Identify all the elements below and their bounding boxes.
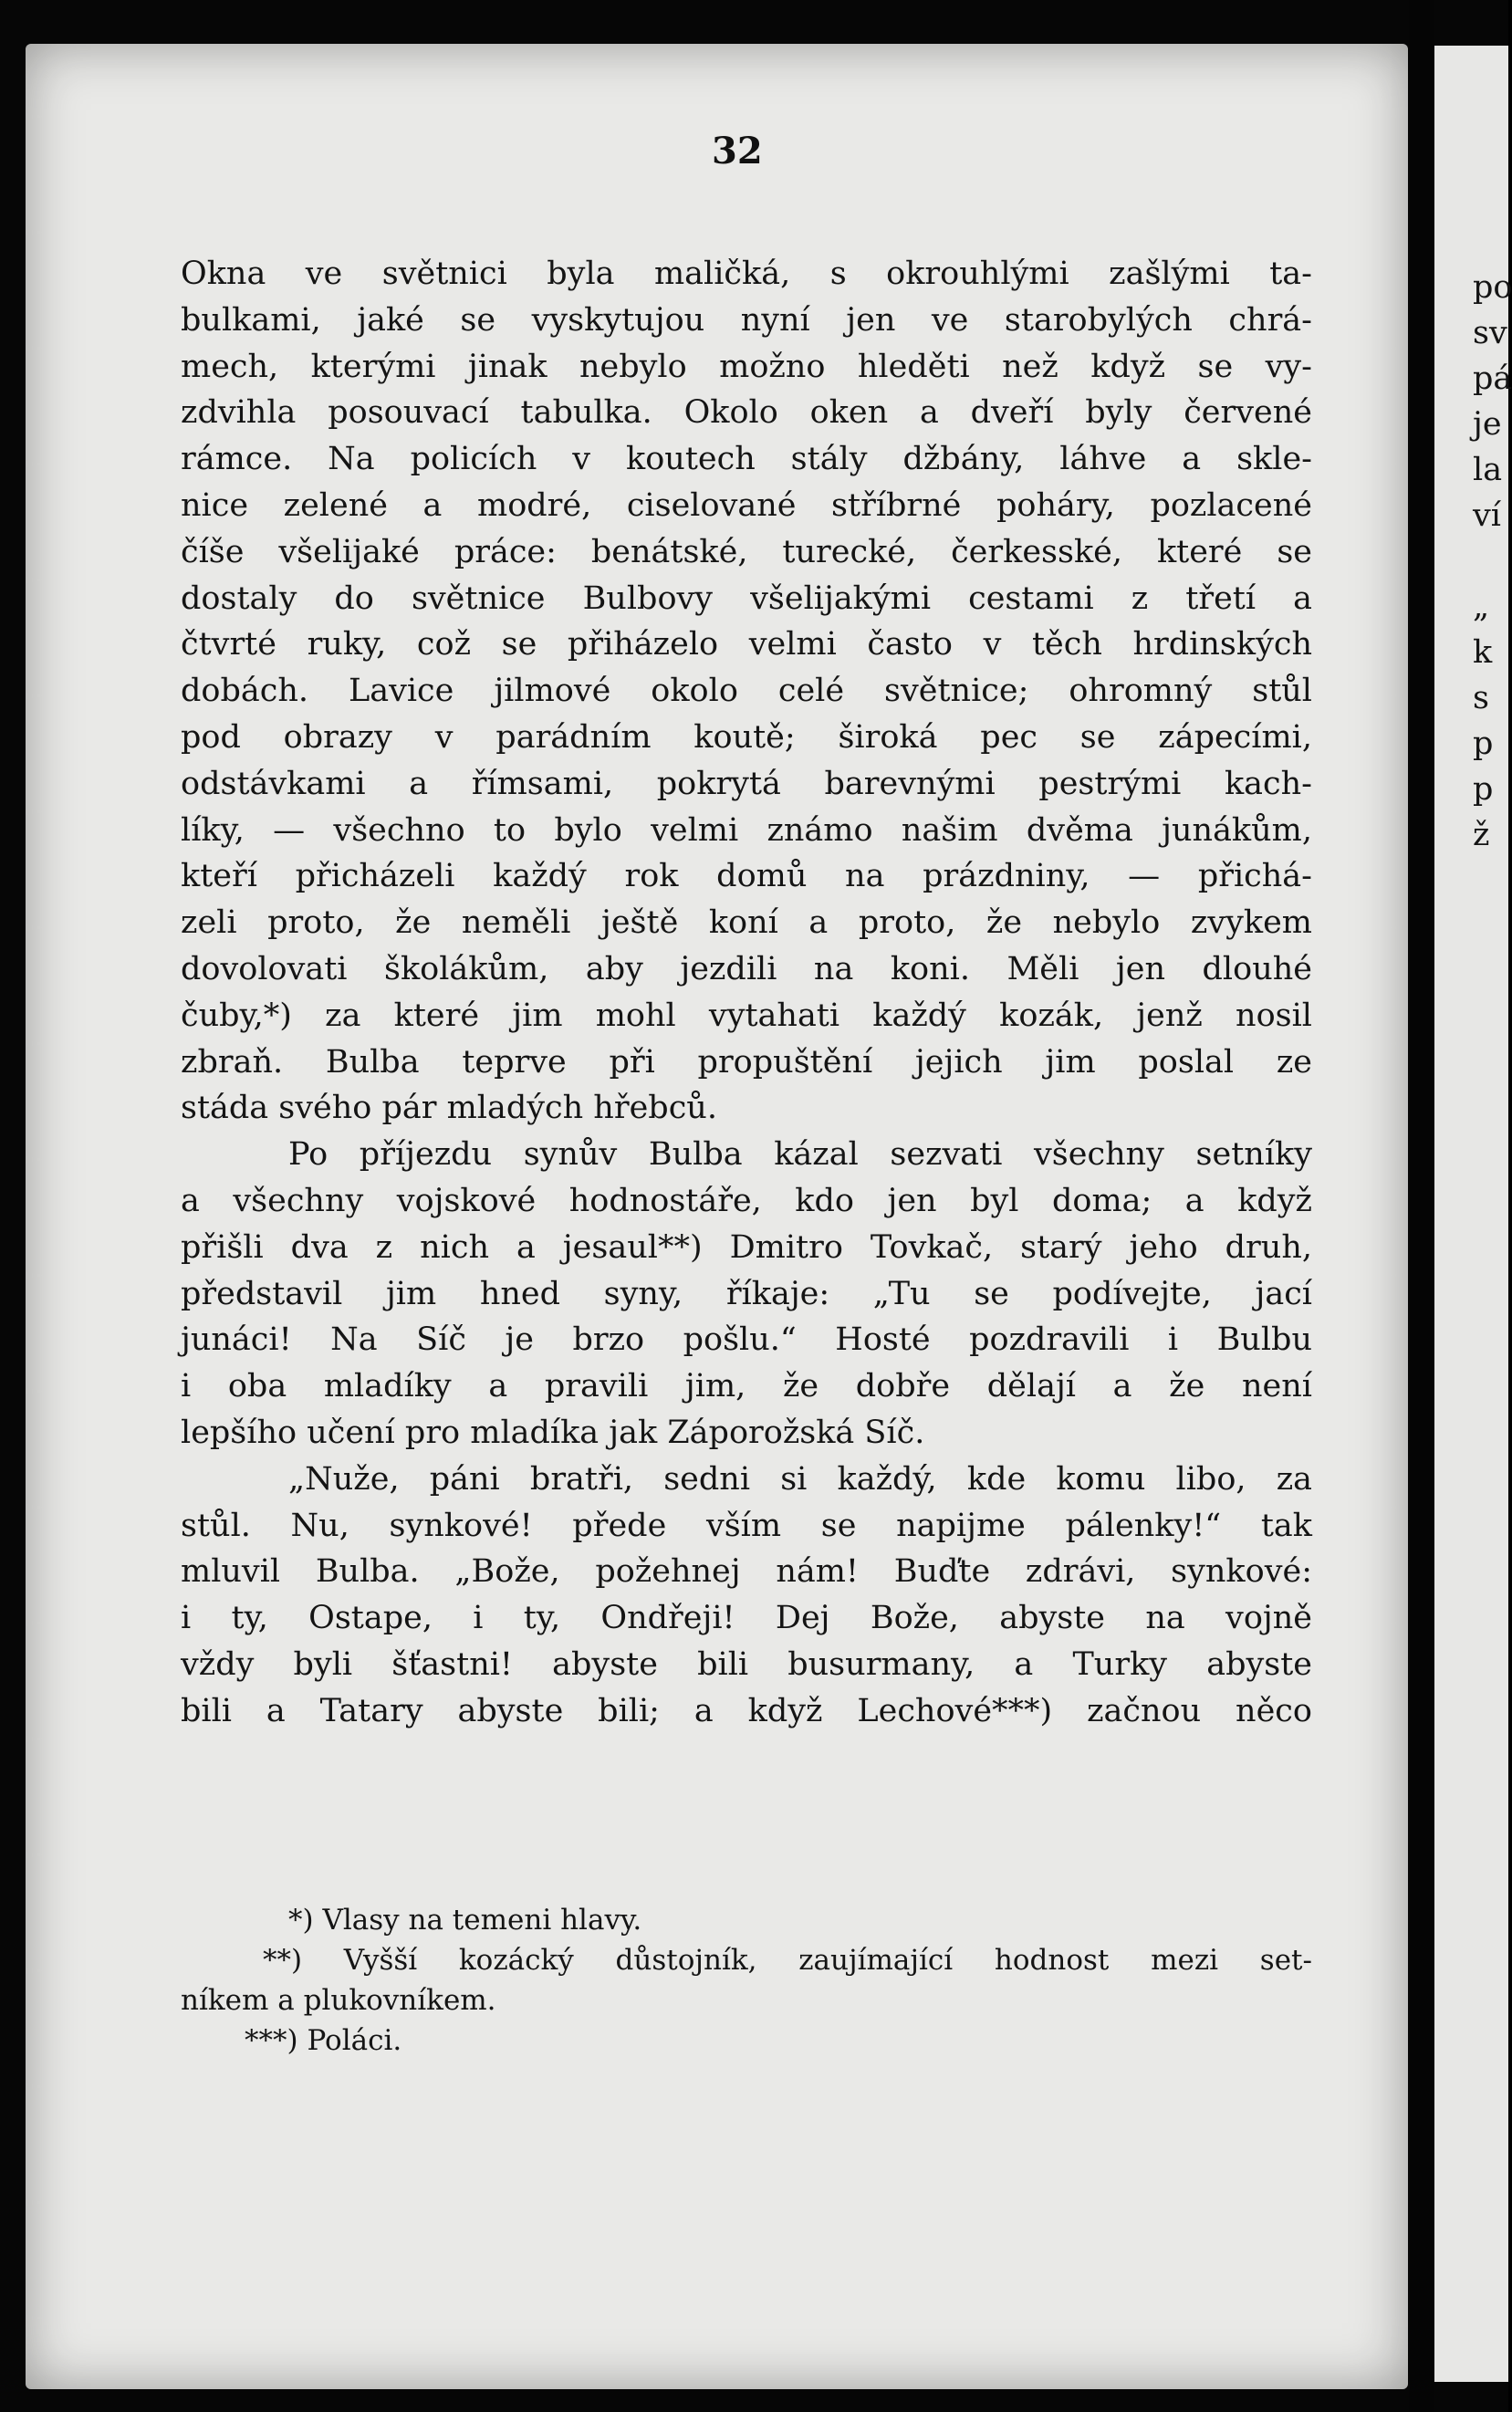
text-line: odstávkami a římsami, pokrytá barevnými pestrými kach- [181, 765, 1312, 802]
footnote: **) Vyšší kozácký důstojník, zaujímající hodnost mezi set- [263, 1944, 1312, 1977]
text-line: líky, — všechno to bylo velmi známo našim dvěma junákům, [181, 811, 1312, 849]
text-line: čtvrté ruky, což se přiházelo velmi často v těch hrdinských [181, 626, 1312, 663]
text-line: nice zelené a modré, ciselované stříbrné poháry, pozlacené [181, 486, 1312, 524]
edge-line: p [1473, 771, 1494, 808]
text-line: stáda svého pár mladých hřebců. [181, 1090, 717, 1127]
text-line: vždy byli šťastni! abyste bili busurmany, a Turky abyste [181, 1645, 1312, 1683]
edge-line [1473, 538, 1509, 584]
edge-line: ví [1473, 497, 1501, 534]
text-line: junáci! Na Síč je brzo pošlu.“ Hosté pozdravili i Bulbu [181, 1321, 1312, 1359]
footnote: níkem a plukovníkem. [181, 1984, 496, 2017]
edge-line: p [1473, 726, 1494, 762]
text-line: bulkami, jaké se vyskytujou nyní jen ve starobylých chrá- [181, 301, 1312, 339]
edge-line: s [1473, 680, 1489, 716]
text-line: mech, kterými jinak nebylo možno hleděti než když se vy- [181, 348, 1312, 385]
text-line: lepšího učení pro mladíka jak Záporožská Síč. [181, 1414, 925, 1451]
text-line: kteří přicházeli každý rok domů na prázdniny, — přichá- [181, 858, 1312, 895]
text-line: dostaly do světnice Bulbovy všelijakými cestami z třetí a [181, 580, 1312, 617]
text-line: dovolovati školákům, aby jezdili na koni. Měli jen dlouhé [181, 950, 1312, 987]
text-line: Okna ve světnici byla maličká, s okrouhlými zašlými ta- [181, 256, 1312, 292]
text-line: zbraň. Bulba teprve při propuštění jejich jim poslal ze [181, 1043, 1312, 1081]
edge-line: „ [1473, 589, 1490, 625]
edge-line: ž [1473, 817, 1490, 853]
text-line: mluvil Bulba. „Bože, požehnej nám! Buďte zdrávi, synkové: [181, 1553, 1312, 1591]
footnote: *) Vlasy na temeni hlavy. [288, 1904, 642, 1937]
edge-line: je [1473, 406, 1502, 443]
page-number: 32 [712, 130, 763, 172]
text-line: představil jim hned syny, říkaje: „Tu se podívejte, jací [181, 1275, 1312, 1312]
next-page-text-fragments [1473, 265, 1512, 858]
text-line: pod obrazy v parádním koutě; široká pec se zápecími, [181, 718, 1312, 756]
edge-line: k [1473, 634, 1493, 671]
text-line: přišli dva z nich a jesaul**) Dmitro Tovkač, starý jeho druh, [181, 1228, 1312, 1266]
edge-line: po [1473, 269, 1512, 306]
text-line: „Nuže, páni bratři, sedni si každý, kde komu libo, za [288, 1460, 1312, 1498]
text-line: zdvihla posouvací tabulka. Okolo oken a dveří byly červené [181, 394, 1312, 432]
text-line: číše všelijaké práce: benátské, turecké, čerkesské, které se [181, 533, 1312, 570]
text-line: stůl. Nu, synkové! přede vším se napijme pálenky!“ tak [181, 1507, 1312, 1544]
text-line: čuby,*) za které jim mohl vytahati každý kozák, jenž nosil [181, 997, 1312, 1034]
text-line: bili a Tatary abyste bili; a když Lechové***) začnou něco [181, 1692, 1312, 1729]
edge-line: la [1473, 452, 1503, 488]
footnotes [181, 1900, 1312, 2061]
edge-line: sv [1473, 315, 1507, 351]
text-line: zeli proto, že neměli ještě koní a proto, že nebylo zvykem [181, 904, 1312, 942]
text-line: i ty, Ostape, i ty, Ondřeji! Dej Bože, abyste na vojně [181, 1600, 1312, 1637]
text-line: dobách. Lavice jilmové okolo celé světnice; ohromný stůl [181, 673, 1312, 710]
footnote: ***) Poláci. [245, 2024, 402, 2057]
body-text [181, 251, 1312, 1735]
text-line: i oba mladíky a pravili jim, že dobře dělají a že není [181, 1368, 1312, 1405]
text-line: a všechny vojskové hodnostáře, kdo jen byl doma; a když [181, 1182, 1312, 1219]
edge-line: pá [1473, 360, 1512, 397]
text-line: rámce. Na policích v koutech stály džbány, láhve a skle- [181, 441, 1312, 478]
text-line: Po příjezdu synův Bulba kázal sezvati všechny setníky [288, 1136, 1312, 1174]
book-gutter [1409, 0, 1434, 2412]
